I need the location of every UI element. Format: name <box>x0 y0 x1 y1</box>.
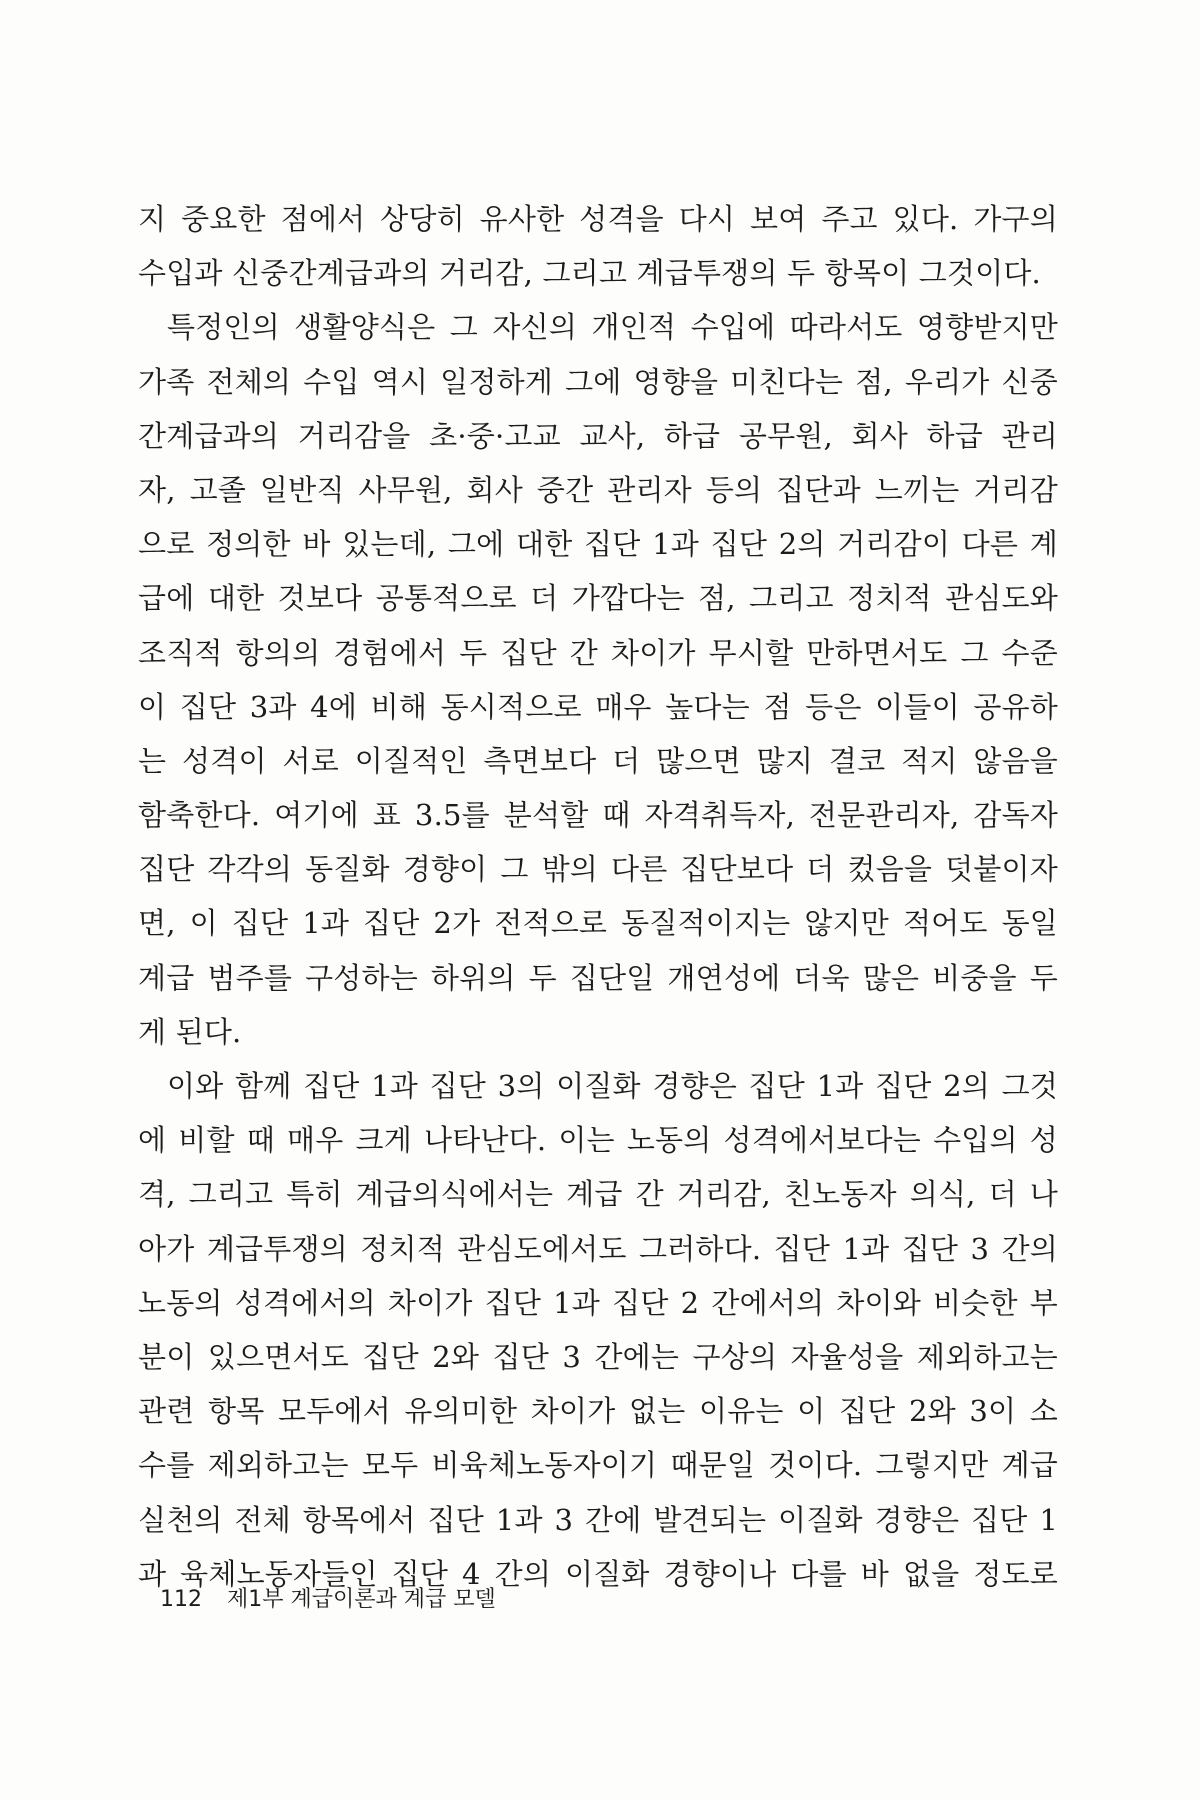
text-line: 자, 고졸 일반직 사무원, 회사 중간 관리자 등의 집단과 느끼는 거리감 <box>138 472 1058 507</box>
text-line: 과 육체노동자들인 집단 4 간의 이질화 경향이나 다를 바 없을 정도로 <box>138 1556 1058 1591</box>
text-line: 노동의 성격에서의 차이가 집단 1과 집단 2 간에서의 차이와 비슷한 부 <box>138 1285 1058 1320</box>
text-line: 가족 전체의 수입 역시 일정하게 그에 영향을 미친다는 점, 우리가 신중 <box>138 364 1058 399</box>
text-line: 함축한다. 여기에 표 3.5를 분석할 때 자격취득자, 전문관리자, 감독자 <box>138 798 1058 833</box>
text-line: 면, 이 집단 1과 집단 2가 전적으로 동질적이지는 않지만 적어도 동일 <box>138 906 1058 941</box>
text-line: 특정인의 생활양식은 그 자신의 개인적 수입에 따라서도 영향받지만 <box>167 310 1058 345</box>
text-line: 에 비할 때 매우 크게 나타난다. 이는 노동의 성격에서보다는 수입의 성 <box>138 1123 1058 1158</box>
text-line: 계급 범주를 구성하는 하위의 두 집단일 개연성에 더욱 많은 비중을 두 <box>138 960 1058 995</box>
text-line: 이 집단 3과 4에 비해 동시적으로 매우 높다는 점 등은 이들이 공유하 <box>138 689 1058 724</box>
text-line: 수입과 신중간계급과의 거리감, 그리고 계급투쟁의 두 항목이 그것이다. <box>138 256 1041 291</box>
text-line: 수를 제외하고는 모두 비육체노동자이기 때문일 것이다. 그렇지만 계급 <box>138 1448 1058 1483</box>
text-line: 지 중요한 점에서 상당히 유사한 성격을 다시 보여 주고 있다. 가구의 <box>138 202 1058 236</box>
body-text <box>138 192 1058 1601</box>
page-footer <box>160 1582 496 1613</box>
page-number: 112 <box>160 1587 202 1612</box>
text-line: 이와 함께 집단 1과 집단 3의 이질화 경향은 집단 1과 집단 2의 그것 <box>167 1069 1058 1103</box>
text-line: 급에 대한 것보다 공통적으로 더 가깝다는 점, 그리고 정치적 관심도와 <box>138 581 1058 616</box>
text-line: 아가 계급투쟁의 정치적 관심도에서도 그러하다. 집단 1과 집단 3 간의 <box>138 1231 1058 1266</box>
text-line: 는 성격이 서로 이질적인 측면보다 더 많으면 많지 결코 적지 않음을 <box>138 743 1058 778</box>
text-line: 실천의 전체 항목에서 집단 1과 3 간에 발견되는 이질화 경향은 집단 1 <box>138 1502 1058 1537</box>
text-line: 격, 그리고 특히 계급의식에서는 계급 간 거리감, 친노동자 의식, 더 나 <box>138 1177 1058 1212</box>
text-line: 관련 항목 모두에서 유의미한 차이가 없는 이유는 이 집단 2와 3이 소 <box>138 1394 1058 1429</box>
text-line: 집단 각각의 동질화 경향이 그 밖의 다른 집단보다 더 컸음을 덧붙이자 <box>138 852 1058 887</box>
running-title: 제1부 계급이론과 계급 모델 <box>227 1587 496 1612</box>
text-line: 조직적 항의의 경험에서 두 집단 간 차이가 무시할 만하면서도 그 수준 <box>138 635 1058 670</box>
text-line: 분이 있으면서도 집단 2와 집단 3 간에는 구상의 자율성을 제외하고는 <box>138 1339 1058 1374</box>
text-line: 간계급과의 거리감을 초·중·고교 교사, 하급 공무원, 회사 하급 관리 <box>138 418 1058 453</box>
text-line: 게 된다. <box>138 1014 242 1049</box>
text-line: 으로 정의한 바 있는데, 그에 대한 집단 1과 집단 2의 거리감이 다른 계 <box>138 527 1058 562</box>
